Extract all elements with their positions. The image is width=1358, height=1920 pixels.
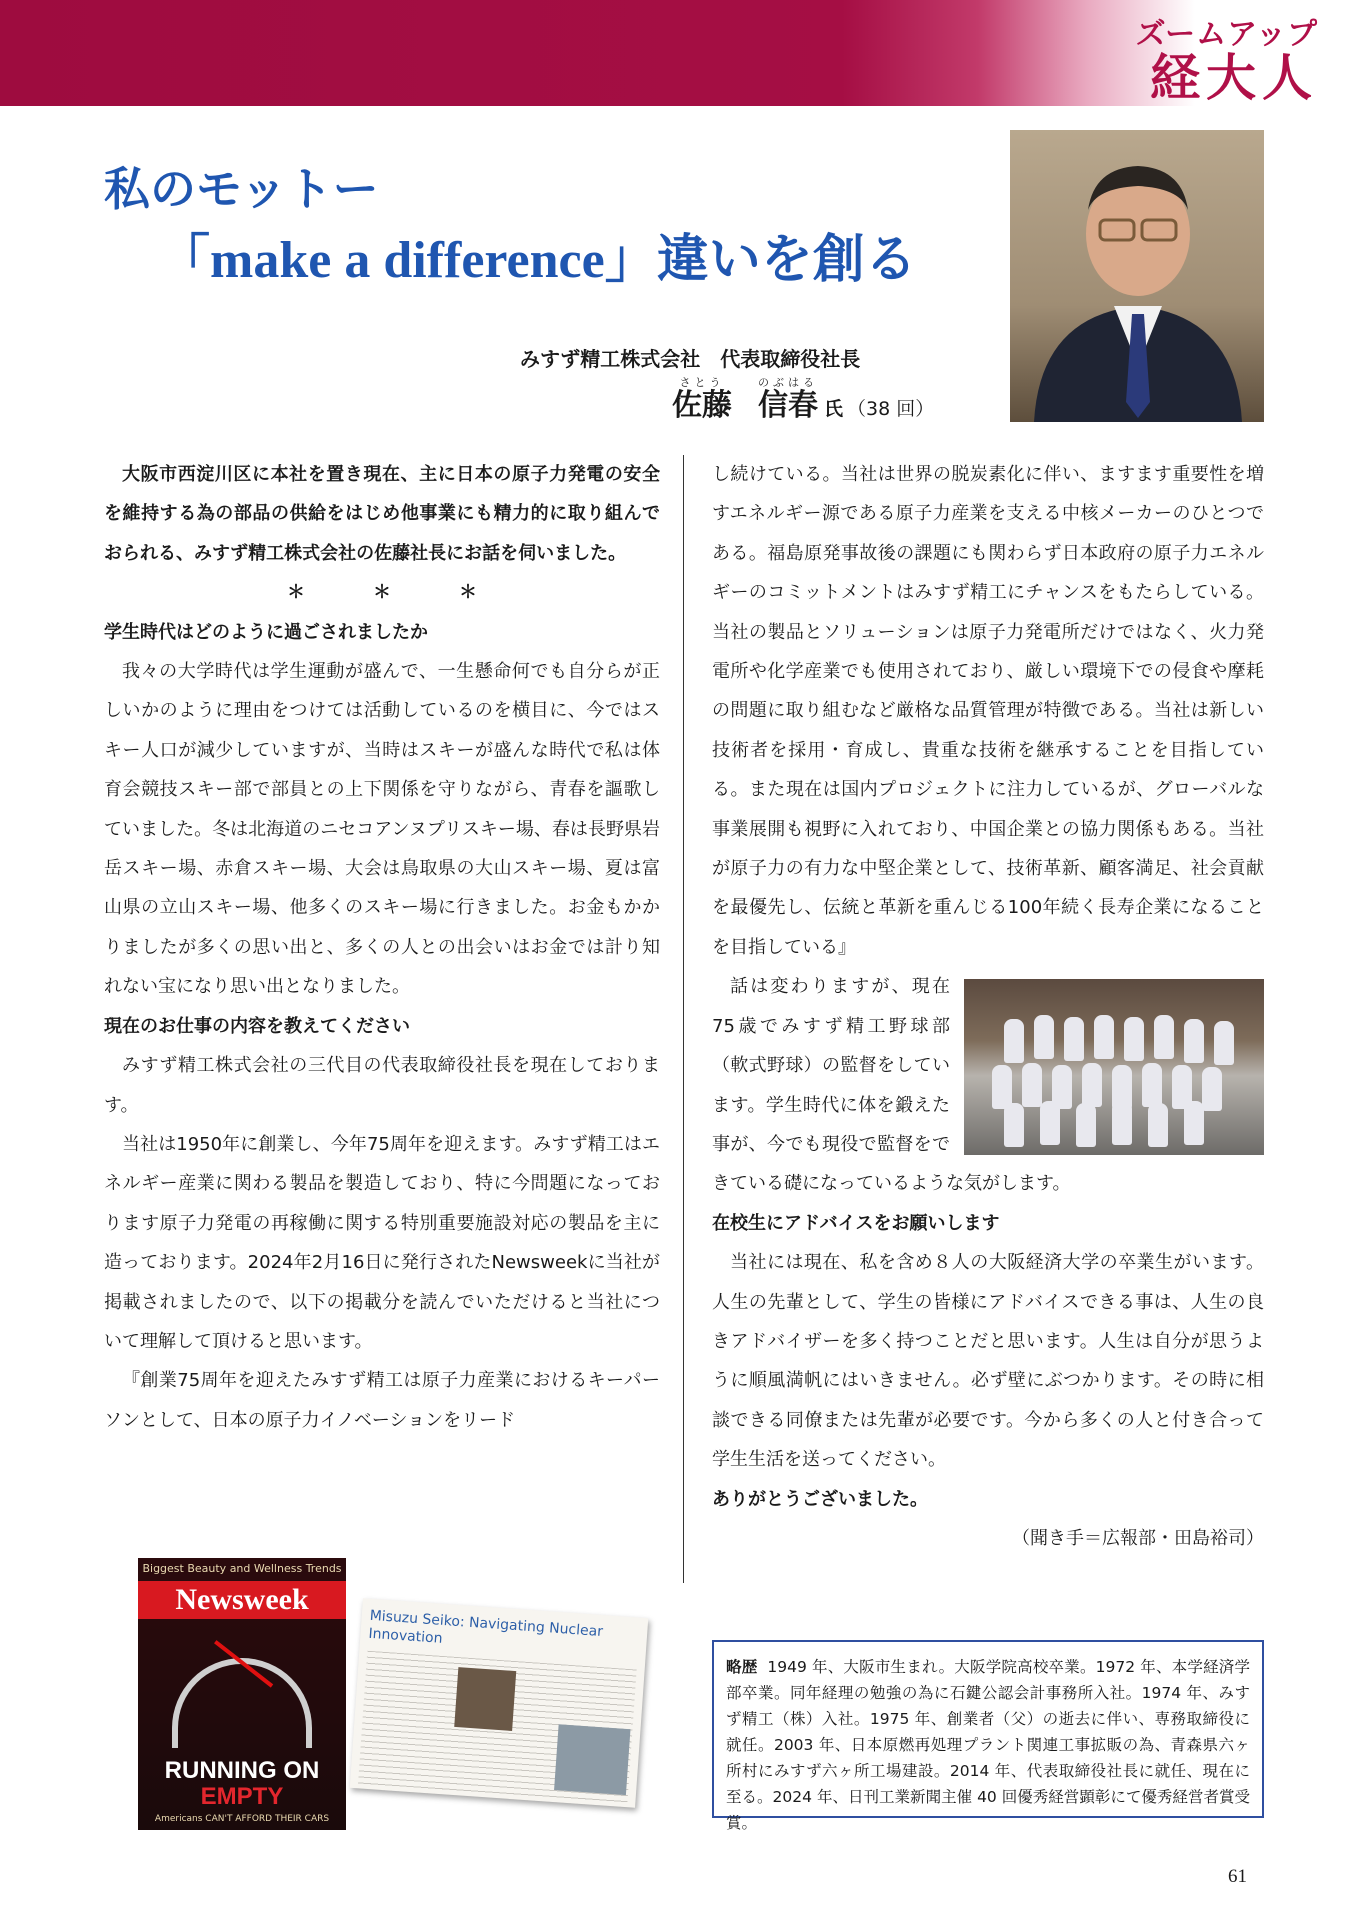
question-1: 学生時代はどのように過ごされましたか bbox=[104, 621, 428, 643]
profile-label: 略歴 bbox=[726, 1658, 758, 1676]
newsweek-cover bbox=[138, 1558, 346, 1830]
answer-2-paragraph-4: 話は変わりますが、現在75歳でみすず精工野球部（軟式野球）の監督をしています。学生時代に体を鍛えた事が、今でも現役で監督をできている礎になっているような気がします。 bbox=[712, 976, 1071, 1195]
article-photo bbox=[554, 1724, 630, 1795]
answer-2-quote-continued: し続けている。当社は世界の脱炭素化に伴い、ますます重要性を増すエネルギー源である原子力産業を支える中核メーカーのひとつである。福島原発事故後の課題にも関わらず日本政府の原子力エネルギーのコミットメントはみすず精工にチャンスをもたらしている。当社の製品とソリューションは原子力発電所だけではなく、火力発電所や化学産業でも使用されており、厳しい環境下での侵食や摩耗の問題に取り組むなど厳格な品質管理が特徴である。当社は新しい技術者を採用・育成し、貴重な技術を継承することを目指している。また現在は国内プロジェクトに注力しているが、グローバルな事業展開も視野に入れており、中国企業との協力関係もある。当社が原子力の有力な中堅企業として、技術革新、顧客満足、社会貢献を最優先し、伝統と革新を重んじる100年続く長寿企業になることを目指している』 bbox=[712, 464, 1264, 958]
closing-thanks: ありがとうございました。 bbox=[712, 1488, 928, 1510]
page-number: 61 bbox=[1228, 1866, 1247, 1887]
class-year: （38 回） bbox=[847, 398, 935, 420]
surname-text: 佐藤 bbox=[672, 388, 732, 423]
surname-ruby: さとう bbox=[679, 376, 725, 389]
answer-3: 当社には現在、私を含め８人の大阪経済大学の卒業生がいます。人生の先輩として、学生の皆様にアドバイスできる事は、人生の良きアドバイザーを多く持つことだと思います。人生は自分が思うように順風満帆にはいきません。必ず壁にぶつかります。その時に相談できる同僚または先輩が必要です。今から多くの人と付き合って学生生活を送ってください。 bbox=[712, 1252, 1264, 1471]
column-divider bbox=[683, 455, 684, 1583]
question-3: 在校生にアドバイスをお願いします bbox=[712, 1212, 1000, 1234]
answer-2-paragraph-2: 当社は1950年に創業し、今年75周年を迎えます。みすず精工はエネルギー産業に関わる製品を製造しており、特に今問題になっております原子力発電の再稼働に関する特別重要施設対応の製品を主に造っております。2024年2月16日に発行されたNewsweekに当社が掲載されましたので、以下の掲載分を読んでいただけると当社について理解して頂けると思います。 bbox=[104, 1133, 660, 1352]
given-name-text: 信春 bbox=[758, 388, 818, 423]
surname bbox=[672, 376, 732, 423]
answer-1: 我々の大学時代は学生運動が盛んで、一生懸命何でも自分らが正しいかのように理由をつけては活動しているのを横目に、今ではスキー人口が減少していますが、当時はスキーが盛んな時代で私は体育会競技スキー部で部員との上下関係を守りながら、青春を謳歌していました。冬は北海道のニセコアンヌプリスキー場、春は長野県岩岳スキー場、赤倉スキー場、大会は鳥取県の大山スキー場、夏は富山県の立山スキー場、他多くのスキー場に行きました。お金もかかりましたが多くの思い出と、多くの人との出会いはお金では計り知れない宝になり思い出となりました。 bbox=[104, 661, 660, 998]
cover-trend-line: Biggest Beauty and Wellness Trends bbox=[142, 1562, 342, 1575]
portrait-photo bbox=[1010, 130, 1264, 422]
article-clipping-title: Misuzu Seiko: Navigating Nuclear Innovation bbox=[367, 1607, 604, 1647]
answer-2-paragraph-1: みすず精工株式会社の三代目の代表取締役社長を現在しております。 bbox=[104, 1055, 660, 1116]
profile-box bbox=[712, 1640, 1264, 1832]
byline-name bbox=[672, 376, 960, 423]
series-logo-large: 経大人 bbox=[1150, 48, 1318, 107]
lead-paragraph: 大阪市西淀川区に本社を置き現在、主に日本の原子力発電の安全を維持する為の部品の供給をはじめ他事業にも精力的に取り組んでおられる、みすず精工株式会社の佐藤社長にお話を伺いました。 bbox=[104, 464, 660, 564]
interviewer-credit: （聞き手＝広報部・田島裕司） bbox=[1012, 1527, 1264, 1549]
answer-2-quote-start: 『創業75周年を迎えたみすず精工は原子力産業におけるキーパーソンとして、日本の原子力イノベーションをリード bbox=[104, 1370, 660, 1431]
section-stars: ＊＊＊ bbox=[287, 582, 545, 604]
cover-headline-line-2: EMPTY bbox=[200, 1783, 284, 1810]
series-logo bbox=[1136, 18, 1318, 106]
question-2: 現在のお仕事の内容を教えてください bbox=[104, 1015, 410, 1037]
given-name bbox=[758, 376, 818, 423]
series-logo-small: ズームアップ bbox=[1135, 17, 1318, 52]
byline bbox=[520, 344, 960, 423]
fuel-gauge-icon bbox=[172, 1658, 312, 1748]
title-line-2: 「make a difference」違いを創る bbox=[158, 232, 917, 289]
baseball-team-photo bbox=[964, 979, 1264, 1155]
cover-masthead: Newsweek bbox=[138, 1581, 346, 1619]
left-column bbox=[104, 455, 660, 1440]
article-title bbox=[104, 160, 917, 296]
article-portrait bbox=[454, 1667, 516, 1731]
title-line-1: 私のモットー bbox=[104, 164, 379, 215]
honorific: 氏 bbox=[824, 398, 844, 420]
right-column bbox=[712, 455, 1264, 1558]
cover-headline-line-1: RUNNING ON bbox=[164, 1757, 320, 1784]
byline-company: みすず精工株式会社 代表取締役社長 bbox=[520, 347, 861, 371]
profile-text: 1949 年、大阪市生まれ。大阪学院高校卒業。1972 年、本学経済学部卒業。同年経理の勉強の為に石鍵公認会計事務所入社。1974 年、みすず精工（株）入社。1975 年、創業者（父）の逝去に伴い、専務取締役に就任。2003 年、日本原燃再処理プラント関連工事拡販の為、青森県六ヶ所村にみすず六ヶ所工場建設。2014 年、代表取締役社長に就任、現在に至る。2024 年、日刊工業新聞主催 40 回優秀経営顕彰にて優秀経営者賞受賞。 bbox=[726, 1658, 1250, 1832]
cover-headline bbox=[138, 1758, 346, 1810]
cover-footer: Americans CAN'T AFFORD THEIR CARS bbox=[154, 1814, 330, 1824]
given-name-ruby: のぶはる bbox=[758, 376, 818, 389]
newsweek-article-clipping bbox=[350, 1598, 649, 1807]
